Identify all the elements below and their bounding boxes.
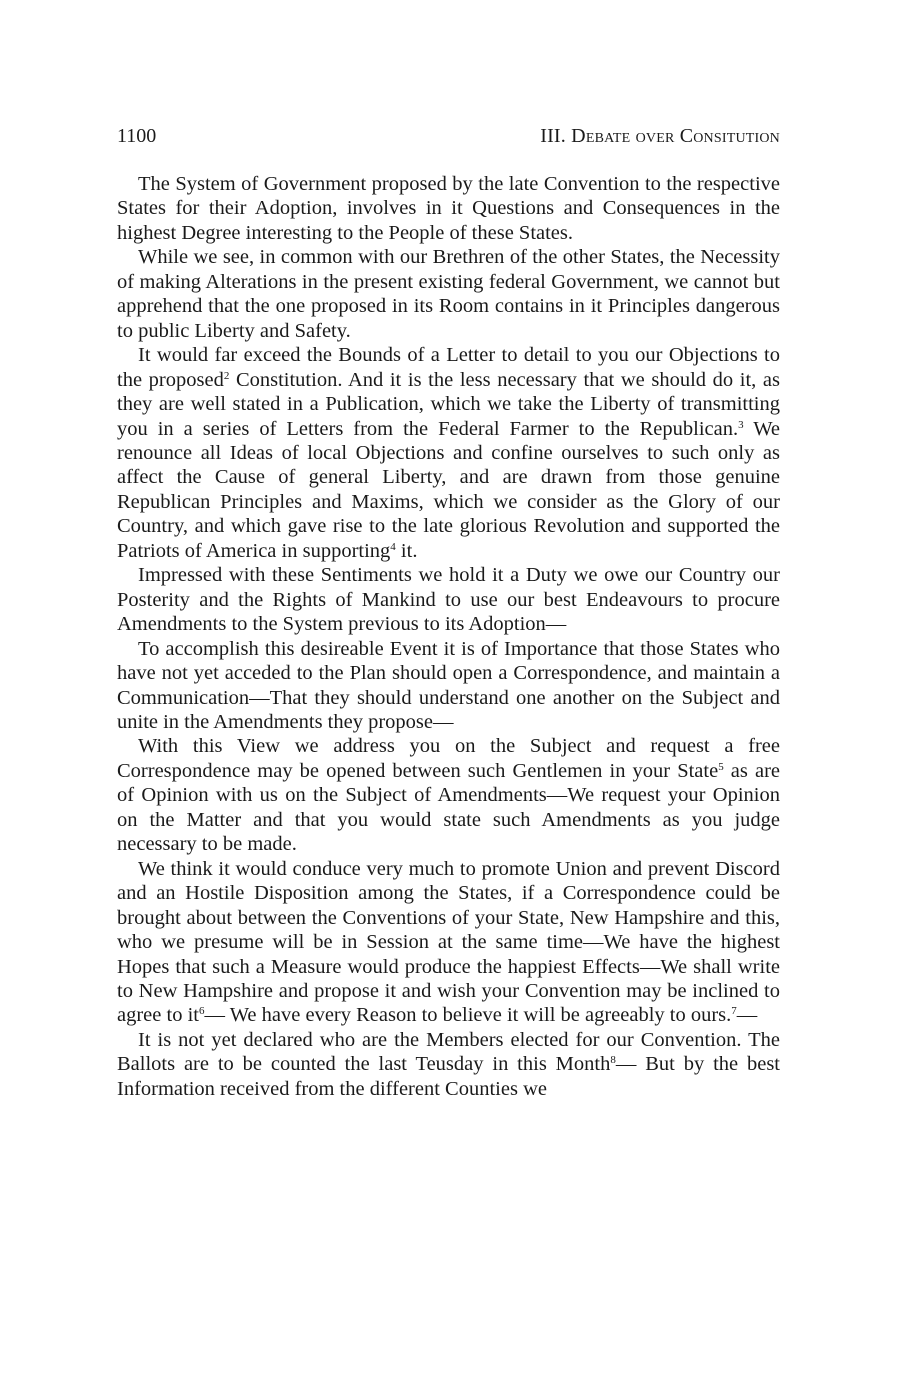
footnote-ref-6[interactable]: 6 <box>198 1005 205 1018</box>
letter-body <box>117 172 780 1101</box>
paragraph-text: — We have every Reason to believe it will be agreeably to ours. <box>204 1004 732 1027</box>
paragraph-1 <box>117 172 780 245</box>
paragraph-text: The System of Government proposed by the late Convention to the respective States for their Adoption, involves in it Questions and Consequences in the highest Degree interesting to the People of these States. <box>117 173 780 244</box>
paragraph-text: While we see, in common with our Brethren of the other States, the Necessity of making Alterations in the present existing federal Government, we cannot but apprehend that the one proposed in its Room contains in it Principles dangerous to public Liberty and Safety. <box>117 246 780 342</box>
paragraph-text: It is not yet declared who are the Members elected for our Convention. The Ballots are to be counted the last Teusday in this Month <box>117 1028 780 1076</box>
paragraph-8 <box>117 1028 780 1101</box>
paragraph-text: it. <box>395 539 418 562</box>
paragraph-text: To accomplish this desireable Event it is of Importance that those States who have not yet acceded to the Plan should open a Correspondence, and maintain a Communication—That they should understand one another on the Subject and unite in the Amendments they propose— <box>117 637 780 733</box>
page-number: 1100 <box>117 125 157 147</box>
paragraph-text: Constitution. And it is the less necessary that we should do it, as they are well stated in a Publication, which we take the Liberty of transmitting you in a series of Letters from the Federal Farmer to the Republican. <box>117 368 781 440</box>
paragraph-text: as are of Opinion with us on the Subject of Amendments—We request your Opinion on the Matter and that you would state such Amendments as you judge necessary to be made. <box>117 759 780 856</box>
paragraph-text: With this View we address you on the Subject and request a free Correspondence may be opened between such Gentlemen in your State <box>117 735 780 782</box>
footnote-ref-2[interactable]: 2 <box>223 369 230 382</box>
paragraph-6 <box>117 734 780 856</box>
page-header <box>117 124 780 148</box>
footnote-ref-4[interactable]: 4 <box>390 540 396 553</box>
footnote-ref-3[interactable]: 3 <box>738 418 744 431</box>
paragraph-text: We think it would conduce very much to promote Union and prevent Discord and an Hostile Disposition among the States, if a Correspondence could be brought about between the Conventions of your State, New Hampshire and this, who we presume will be in Session at the same time—We have the highest Hopes that such a Measure would produce the happiest Effects—We shall write to New Hampshire and propose it and wish your Convention may be inclined to agree to it <box>117 857 780 1027</box>
paragraph-text: We renounce all Ideas of local Objections and confine ourselves to such only as affect the Cause of general Liberty, and are drawn from those genuine Republican Principles and Maxims, which we consider as the Glory of our Country, and which gave rise to the late glorious Revolution and supported the Patriots of America in supporting <box>117 417 781 562</box>
paragraph-4 <box>117 563 780 636</box>
footnote-ref-7[interactable]: 7 <box>731 1005 737 1018</box>
paragraph-text: It would far exceed the Bounds of a Letter to detail to you our Objections to the proposed <box>117 344 780 391</box>
footnote-ref-8[interactable]: 8 <box>610 1054 616 1067</box>
paragraph-text: — But by the best Information received from the different Counties we <box>117 1053 781 1100</box>
paragraph-text: Impressed with these Sentiments we hold it a Duty we owe our Country our Posterity and the Rights of Mankind to use our best Endeavours to procure Amendments to the System previous to its Adoption— <box>117 564 780 636</box>
paragraph-3 <box>117 343 780 563</box>
paragraph-7 <box>117 857 780 1028</box>
paragraph-2 <box>117 245 780 343</box>
footnote-ref-5[interactable]: 5 <box>718 760 724 773</box>
paragraph-text: — <box>736 1004 758 1027</box>
running-title: III. Debate over Consitution <box>540 125 780 147</box>
paragraph-5 <box>117 637 780 735</box>
